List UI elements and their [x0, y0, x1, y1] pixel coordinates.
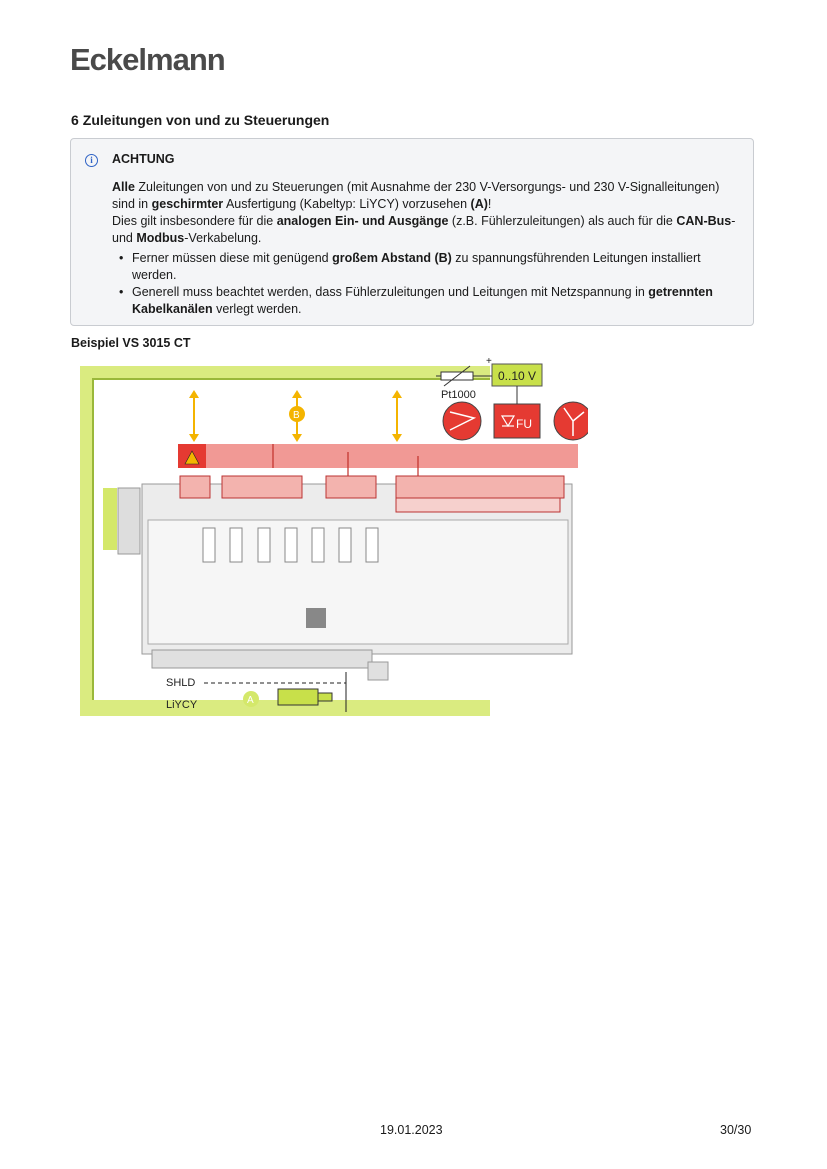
text: Zuleitungen von und zu Steuerungen (mit Ausnahme der 230 V-Versorgungs- und 230 V-Signalleitungen) sind in	[112, 180, 720, 211]
callout-paragraph-1	[112, 179, 742, 213]
wiring-diagram	[78, 356, 588, 718]
text: Generell muss beachtet werden, dass Fühlerzuleitungen und Leitungen mit Netzspannung in	[132, 285, 649, 299]
label-plus: +	[486, 356, 492, 367]
text: zu spannungsführenden Leitungen installiert werden.	[132, 251, 701, 282]
info-icon: i	[85, 154, 98, 167]
frequency-converter	[494, 404, 540, 438]
example-title: Beispiel VS 3015 CT	[71, 336, 191, 350]
bold-text: Modbus	[136, 231, 185, 245]
label-010v: 0..10 V	[498, 369, 537, 383]
text: - und	[112, 214, 736, 245]
label-pt1000: Pt1000	[441, 389, 476, 401]
callout-paragraph-2	[112, 213, 742, 247]
bold-text: analogen Ein- und Ausgänge	[276, 214, 449, 228]
callout-list	[112, 250, 742, 318]
callout-title: ACHTUNG	[112, 152, 175, 166]
label-b: B	[293, 410, 300, 421]
bold-text: getrennten Kabelkanälen	[132, 285, 713, 316]
section-title: Zuleitungen von und zu Steuerungen	[82, 112, 330, 128]
bold-text: großem Abstand (B)	[332, 251, 452, 265]
text: Ausfertigung (Kabeltyp: LiYCY) vorzusehen	[223, 197, 471, 211]
compressor-icon	[443, 402, 481, 440]
text: Ferner müssen diese mit genügend	[132, 251, 333, 265]
bold-text: geschirmter	[151, 197, 224, 211]
bold-text: Alle	[112, 180, 135, 194]
controller-body	[118, 476, 572, 680]
callout-body	[112, 179, 742, 318]
bold-text: (A)	[470, 197, 488, 211]
bold-text: CAN-Bus	[676, 214, 732, 228]
warning-callout	[70, 138, 754, 326]
list-item	[132, 250, 742, 284]
text: verlegt werden.	[212, 302, 302, 316]
label-a: A	[247, 695, 254, 706]
label-shld: SHLD	[166, 677, 196, 689]
text: !	[487, 197, 492, 211]
footer-date: 19.01.2023	[380, 1123, 443, 1137]
company-logo: Eckelmann	[70, 42, 225, 77]
list-item	[132, 284, 742, 318]
voltage-signal-box	[486, 356, 542, 386]
section-number: 6	[71, 112, 79, 128]
label-fu: FU	[516, 417, 532, 431]
text: -Verkabelung.	[184, 231, 262, 245]
text: (z.B. Fühlerzuleitungen) als auch für die	[448, 214, 677, 228]
label-liycy: LiYCY	[166, 699, 198, 711]
text: Dies gilt insbesondere für die	[112, 214, 277, 228]
section-heading	[71, 112, 329, 128]
footer-page-number: 30/30	[720, 1123, 752, 1137]
fan-icon	[554, 402, 588, 440]
